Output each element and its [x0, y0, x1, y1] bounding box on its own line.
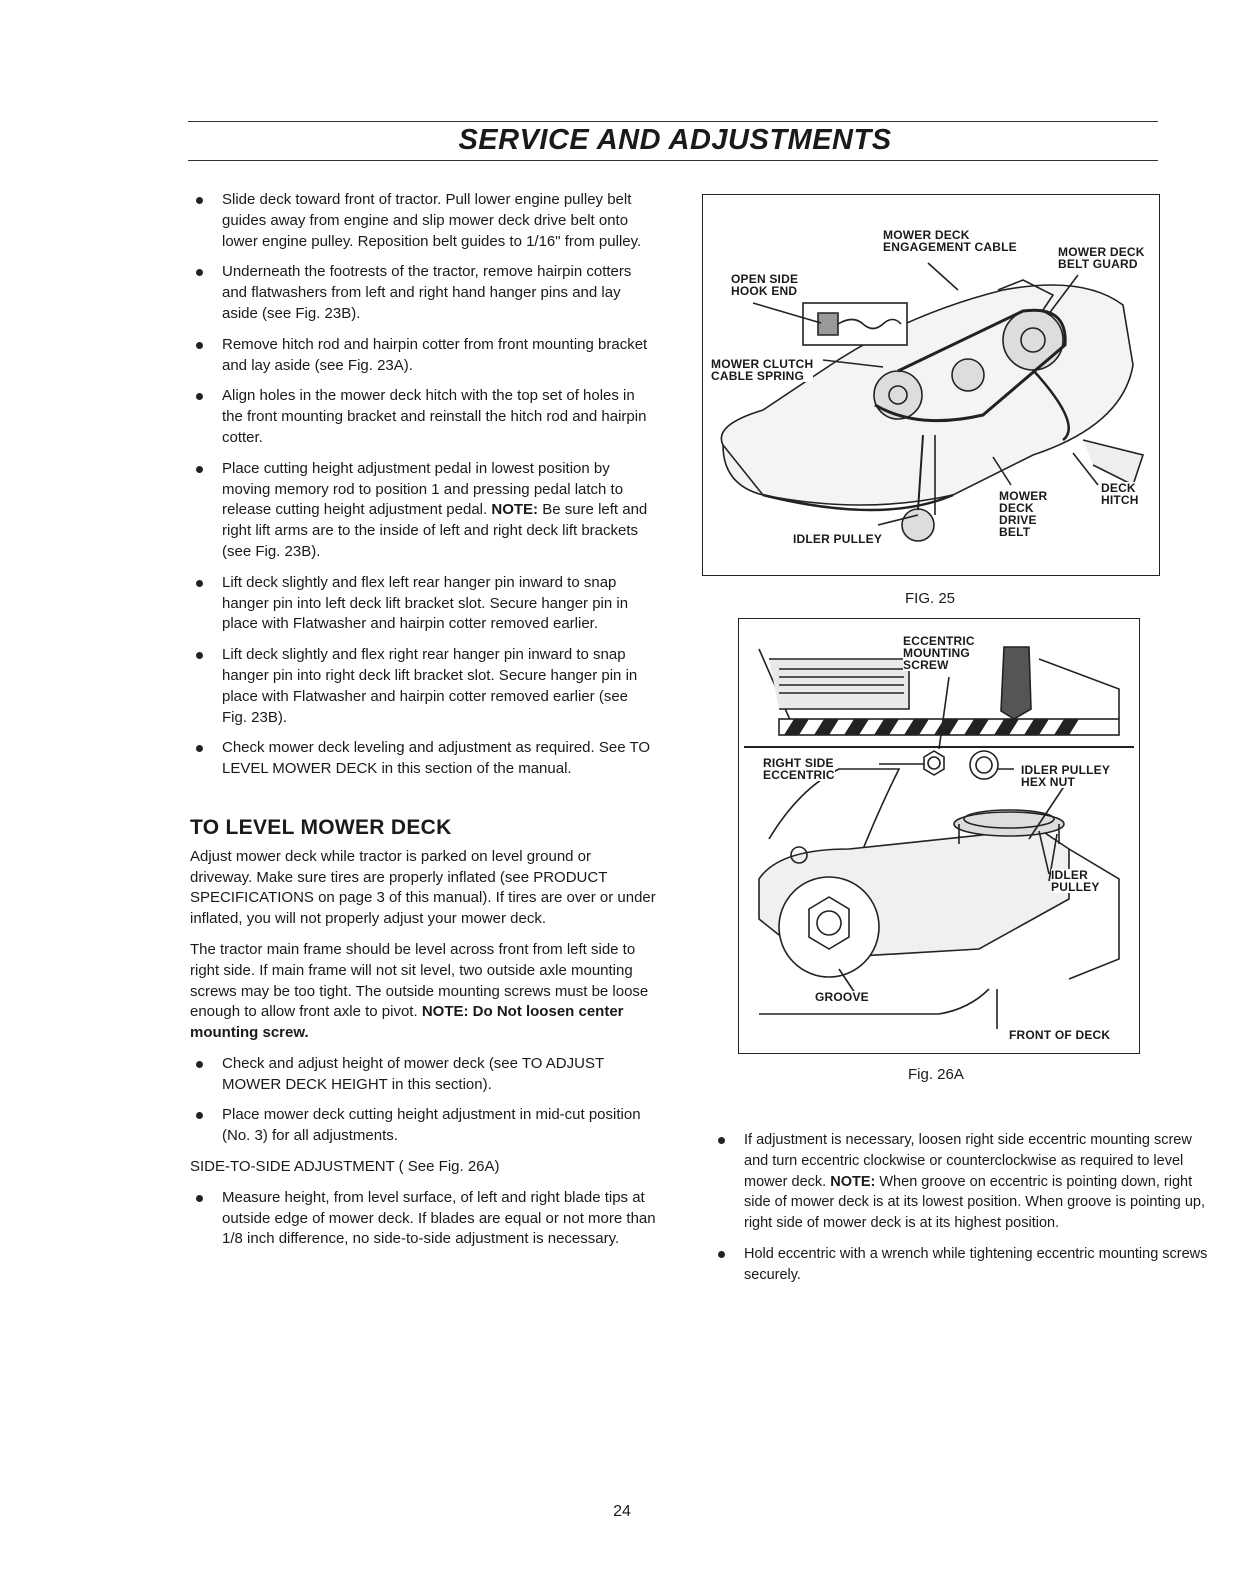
- bullet-icon: [196, 1195, 203, 1202]
- list-item: Underneath the footrests of the tractor, remove hairpin cotters and flatwashers from left and right hand hanger pins and lay aside (see Fig. 23B).: [190, 262, 656, 324]
- bullet-icon: [196, 393, 203, 400]
- figure-25-caption: FIG. 25: [905, 590, 956, 607]
- list-item: Place mower deck cutting height adjustment in mid-cut position (No. 3) for all adjustments.: [190, 1105, 656, 1147]
- page-title: SERVICE AND ADJUSTMENTS: [458, 124, 892, 156]
- list-item: Slide deck toward front of tractor. Pull lower engine pulley belt guides away from engine and slip mower deck drive belt onto lower engine pulley. Reposition belt guides to 1/16" from pulley.: [190, 190, 656, 252]
- label-idler-pulley: IDLER PULLEY: [1051, 868, 1100, 894]
- paragraph: Adjust mower deck while tractor is parked on level ground or driveway. Make sure tires are properly inflated (see PRODUCT SPECIFICATIONS on page 3 of this manual). If tires are over or under inflated, you will not properly adjust your mower deck.: [190, 847, 656, 928]
- figure-26a: [738, 618, 1140, 1054]
- list-item: Measure height, from level surface, of left and right blade tips at outside edge of mower deck. If blades are equal or not more than 1/8 inch difference, no side-to-side adjustment is necessary.: [190, 1188, 656, 1250]
- subheading: SIDE-TO-SIDE ADJUSTMENT ( See Fig. 26A): [190, 1158, 500, 1176]
- bullet-icon: [196, 197, 203, 204]
- bullet-icon: [196, 1112, 203, 1119]
- bullet-icon: [196, 1061, 203, 1068]
- list-item: Lift deck slightly and flex right rear hanger pin inward to snap hanger pin into right deck lift bracket slot. Secure hanger pin in place with Flatwasher and hairpin cotter removed earlier (see Fig. 23B).: [190, 645, 656, 728]
- bullet-icon: [718, 1251, 725, 1258]
- header-top-rule: [188, 121, 1158, 122]
- bullet-icon: [718, 1137, 725, 1144]
- paragraph: The tractor main frame should be level across front from left side to right side. If main frame will not sit level, two outside axle mounting screws may be too tight. The outside mounting screws must be loose enough to allow front axle to pivot. NOTE: Do Not loosen center mounting screw.: [190, 940, 649, 1042]
- bullet-icon: [196, 269, 203, 276]
- list-item: Place cutting height adjustment pedal in lowest position by moving memory rod to position 1 and pressing pedal latch to release cutting height adjustment pedal. NOTE: Be sure left and right lift arms are to the inside of left and right deck lift brackets (see Fig. 23B).: [190, 459, 656, 563]
- label-clutch-spring: MOWER CLUTCH CABLE SPRING: [711, 357, 814, 383]
- bullet-icon: [196, 652, 203, 659]
- list-item: Remove hitch rod and hairpin cotter from front mounting bracket and lay aside (see Fig. 23A).: [190, 335, 656, 377]
- list-item: Hold eccentric with a wrench while tightening eccentric mounting screws securely.: [712, 1244, 1212, 1286]
- label-front-of-deck: FRONT OF DECK: [1009, 1028, 1111, 1042]
- list-item: If adjustment is necessary, loosen right side eccentric mounting screw and turn eccentric clockwise or counterclockwise as required to level mower deck. NOTE: When groove on eccentric is pointing down, right side of mower deck is at its lowest position. When groove is pointing up, right side of mower deck is at its highest position.: [712, 1130, 1212, 1234]
- left-column: [190, 190, 656, 1260]
- label-engagement-cable: MOWER DECK ENGAGEMENT CABLE: [883, 228, 1017, 254]
- bullet-icon: [196, 342, 203, 349]
- label-open-side-hook-end: OPEN SIDE HOOK END: [731, 272, 799, 298]
- label-idler-pulley-hex-nut: IDLER PULLEY HEX NUT: [1021, 763, 1111, 789]
- eccentric-illustration: [739, 619, 1139, 1053]
- label-belt-guard: MOWER DECK BELT GUARD: [1058, 245, 1145, 271]
- list-item: Align holes in the mower deck hitch with the top set of holes in the front mounting bracket and reinstall the hitch rod and hairpin cotter.: [190, 386, 656, 448]
- bullet-icon: [196, 580, 203, 587]
- list-item: Lift deck slightly and flex left rear hanger pin inward to snap hanger pin into left deck lift bracket slot. Secure hanger pin in place with Flatwasher and hairpin cotter removed earlier.: [190, 573, 656, 635]
- label-deck-hitch: DECK HITCH: [1101, 481, 1139, 507]
- right-column: [712, 1130, 1212, 1296]
- header-bottom-rule: [188, 160, 1158, 161]
- label-idler-pulley: IDLER PULLEY: [793, 532, 883, 546]
- label-groove: GROOVE: [815, 990, 869, 1004]
- label-right-side-eccentric: RIGHT SIDE ECCENTRIC: [763, 756, 835, 782]
- section-heading: TO LEVEL MOWER DECK: [190, 815, 452, 839]
- figure-26a-caption: Fig. 26A: [908, 1066, 964, 1083]
- list-item: Check mower deck leveling and adjustment as required. See TO LEVEL MOWER DECK in this section of the manual.: [190, 738, 656, 780]
- figure-25: [702, 194, 1160, 576]
- bullet-icon: [196, 466, 203, 473]
- list-item: Check and adjust height of mower deck (see TO ADJUST MOWER DECK HEIGHT in this section).: [190, 1054, 656, 1096]
- label-drive-belt: MOWER DECK DRIVE BELT: [999, 489, 1048, 539]
- bullet-icon: [196, 745, 203, 752]
- label-eccentric-mounting-screw: ECCENTRIC MOUNTING SCREW: [903, 634, 975, 672]
- page-number: 24: [613, 1503, 631, 1520]
